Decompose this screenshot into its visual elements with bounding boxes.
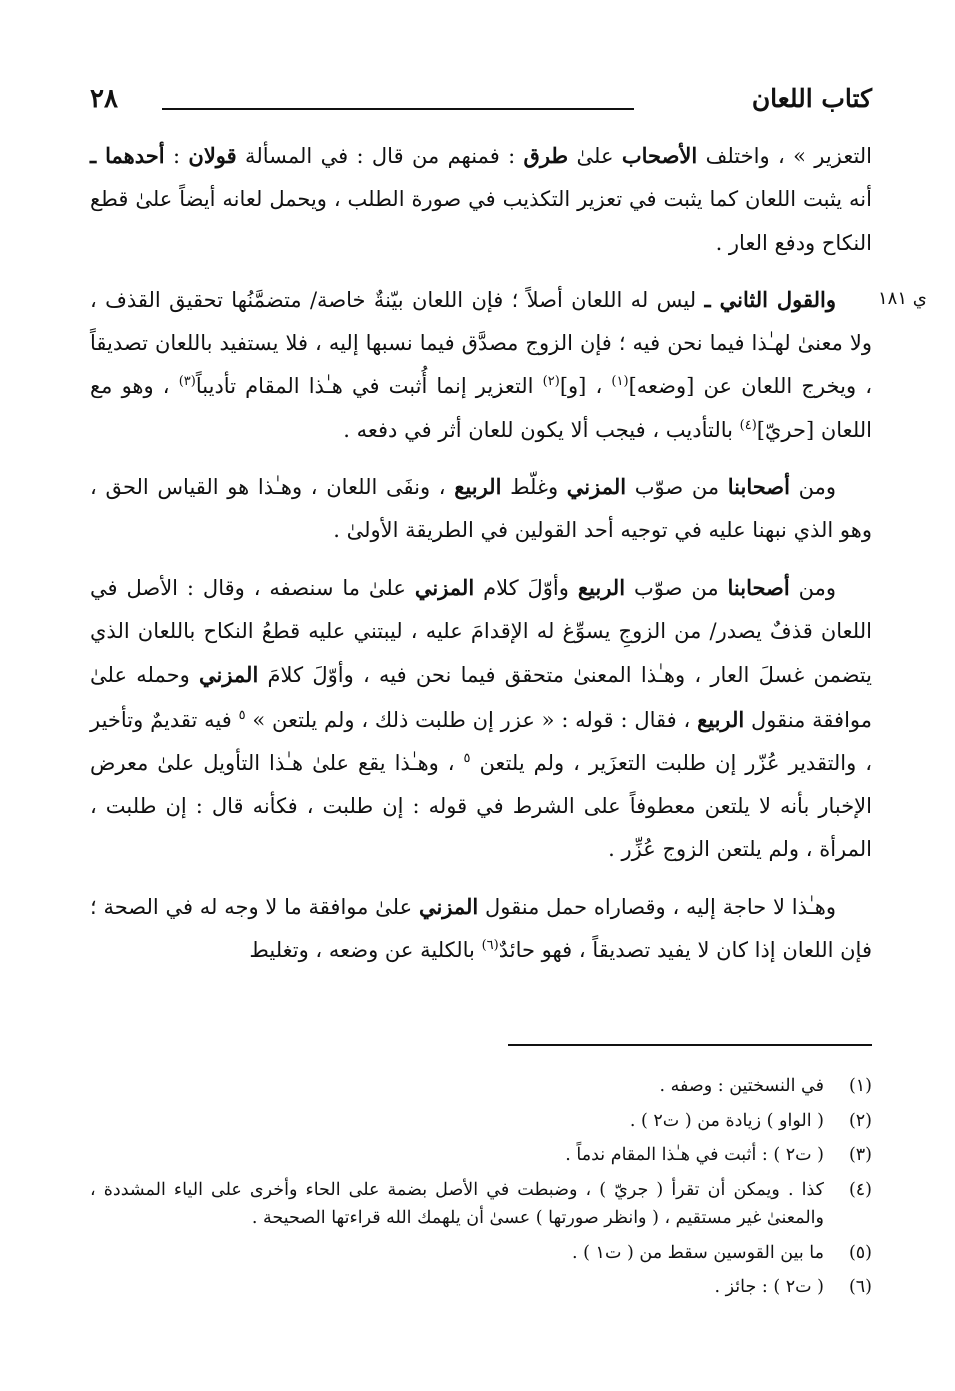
- footnote-separator: [508, 1044, 872, 1046]
- text-run: من صوّب: [625, 575, 728, 600]
- text-run: ، وهـٰذا يقع علىٰ هـٰذا التأويل علىٰ معرض الإخبار بأنه لا يلتعن معطوفاً على الشرط في قوله : إن طلبت ، فكأنه قال : إن طلبت ، المرأة ، ولم يلتعن الزوج عُزِّر .: [90, 750, 872, 862]
- footnote-item: [90, 1141, 872, 1170]
- text-run: :: [164, 144, 189, 168]
- header-rule: [162, 108, 634, 110]
- bold-term: أصحابنا: [727, 474, 790, 500]
- text-run: ، ونفَى اللعان ، وهـٰذا هو القياس الحق ، وهو الذي نبهنا عليه في توجيه أحد القولين في الطريقة الأولىٰ .: [90, 475, 872, 543]
- manuscript-folio-note: ي ١٨١: [878, 288, 927, 309]
- footnote-item: [90, 1176, 872, 1233]
- text-run: علىٰ موافقة ما لا وجه له في الصحة ؛ فإن اللعان إذا كان لا يفيد تصديقاً ، فهو حائدٌ: [90, 894, 872, 963]
- footnote-item: [90, 1239, 872, 1268]
- bold-term: المزني: [198, 662, 259, 688]
- footnote-item: [90, 1273, 872, 1302]
- text-run: ، وهو مع اللعان [حريّ]: [90, 374, 872, 442]
- footnote-number: (٣): [848, 1145, 872, 1165]
- footnote-ref: (٣): [178, 374, 196, 390]
- text-run: التعزير إنما أُثبت في هـٰذا المقام تأديباً: [195, 374, 543, 399]
- footnote-number: (٦): [848, 1277, 872, 1297]
- footnote-text: في النسختين : وصفه .: [659, 1076, 824, 1096]
- footnote-number: (١): [848, 1076, 872, 1096]
- text-run: وهـٰذا لا حاجة إليه ، وقصاراه حمل منقول: [478, 894, 836, 919]
- page-number: ٢٨: [90, 84, 118, 114]
- footnote-number: (٤): [848, 1179, 872, 1200]
- text-run: ومن: [789, 575, 837, 600]
- text-run: وأوّلَ كلام: [474, 575, 578, 600]
- running-title: كتاب اللعان: [751, 84, 872, 113]
- omission-mark: ٥: [238, 707, 246, 723]
- footnote-ref: (٦): [481, 938, 499, 954]
- bold-term: الربيع: [577, 574, 626, 600]
- bold-term: الربيع: [697, 706, 745, 732]
- paragraph-2: [90, 278, 872, 452]
- footnote-text: ( ت٢ ) : أثبت في هـٰذا المقام ندماً .: [565, 1145, 824, 1165]
- text-run: علىٰ ما سنصفه ، وقال : الأصل في اللعان قذفٌ يصدر/ من الزوجِ يسوِّغ له الإقدامَ عليه ، ليبتني عليه قطعُ النكاح باللعان الذي يتضمن غسلَ العار ، وهـٰذا المعنىٰ متحقق فيما نحن فيه ، وأوّلَ كلامَ: [90, 575, 872, 688]
- footnote-ref: (٤): [739, 417, 757, 433]
- text-run: ، فقال : قوله : « عزر إن طلبت ذلك ، ولم يلتعن »: [245, 707, 698, 732]
- footnote-item: [90, 1107, 872, 1136]
- bold-term: المزني: [566, 474, 627, 500]
- footnote-ref: (٢): [542, 374, 560, 390]
- bold-term: المزني: [414, 574, 475, 600]
- footnote-ref: (١): [611, 374, 629, 390]
- bold-term: أحدهما ـ: [90, 143, 165, 168]
- text-run: فيه تقديمٌ وتأخير ، والتقدير عُزّر إن طلبت التعزَير ، ولم يلتعن: [90, 707, 873, 775]
- text-run: وغلّط: [501, 475, 567, 500]
- bold-term: قولان: [188, 143, 237, 168]
- footnotes: [90, 1072, 872, 1308]
- text-run: وحمله علىٰ موافقة منقول: [90, 663, 872, 732]
- text-run: ليس له اللعان أصلاً ؛ فإن اللعان بيّنةٌ خاصة/ متضمَّنُها تحقيق القذف ، ولا معنىٰ لهـٰذا فيما نحن فيه ؛ فإن الزوج مصدَّق فيما نسبها إليه ، فلا يستفيد باللعان تصديقاً ، ويخرج اللعان عن [وضعه]: [90, 287, 873, 399]
- text-run: : فمنهم من قال : في المسألة: [236, 144, 524, 168]
- footnote-item: [90, 1072, 872, 1101]
- text-run: بالكلية عن وضعه ، وتغليط: [249, 938, 482, 963]
- page-header: [90, 84, 872, 124]
- text-run: ومن: [789, 475, 837, 500]
- bold-term: أصحابنا: [727, 574, 790, 600]
- text-run: أنه يثبت اللعان كما يثبت في تعزير التكذيب في صورة الطلب ، ويحمل لعانه أيضاً علىٰ قطع النكاح ودفع العار .: [90, 187, 872, 255]
- text-run: التعزير » ، واختلف: [697, 144, 873, 168]
- main-text: [90, 134, 872, 985]
- text-run: بالتأديب ، فيجب ألا يكون للعان أثر في دفعه .: [343, 417, 740, 442]
- paragraph-4: [90, 566, 872, 872]
- footnote-text: ما بين القوسين سقط من ( ت١ ) .: [572, 1242, 824, 1263]
- footnote-text: كذا . ويمكن أن تقرأ ( جريّ ) ، وضبطت في الأصل بضمة على الحاء وأخرى على الياء المشددة ، والمعنىٰ غير مستقيم ، ( وانظر صورتها ) عسىٰ أن يلهمك الله قراءتها الصحيحة .: [90, 1179, 824, 1228]
- bold-term: المزني: [418, 893, 479, 919]
- bold-term: والقول الثاني ـ: [704, 286, 836, 312]
- text-run: من صوّب: [626, 475, 728, 500]
- text-run: ، [و]: [559, 374, 612, 399]
- omission-mark: ٥: [463, 750, 471, 766]
- paragraph-5: [90, 885, 872, 973]
- paragraph-1: [90, 134, 872, 265]
- footnote-number: (٥): [848, 1242, 872, 1263]
- bold-term: طرق: [523, 143, 569, 168]
- bold-term: الأصحاب: [621, 143, 698, 168]
- paragraph-3: [90, 465, 872, 553]
- footnote-text: ( ت٢ ) : جائز .: [714, 1277, 824, 1297]
- bold-term: الربيع: [454, 474, 502, 500]
- text-run: علىٰ: [568, 144, 622, 168]
- footnote-text: ( الواو ) زيادة من ( ت٢ ) .: [629, 1110, 824, 1131]
- footnote-number: (٢): [848, 1110, 872, 1131]
